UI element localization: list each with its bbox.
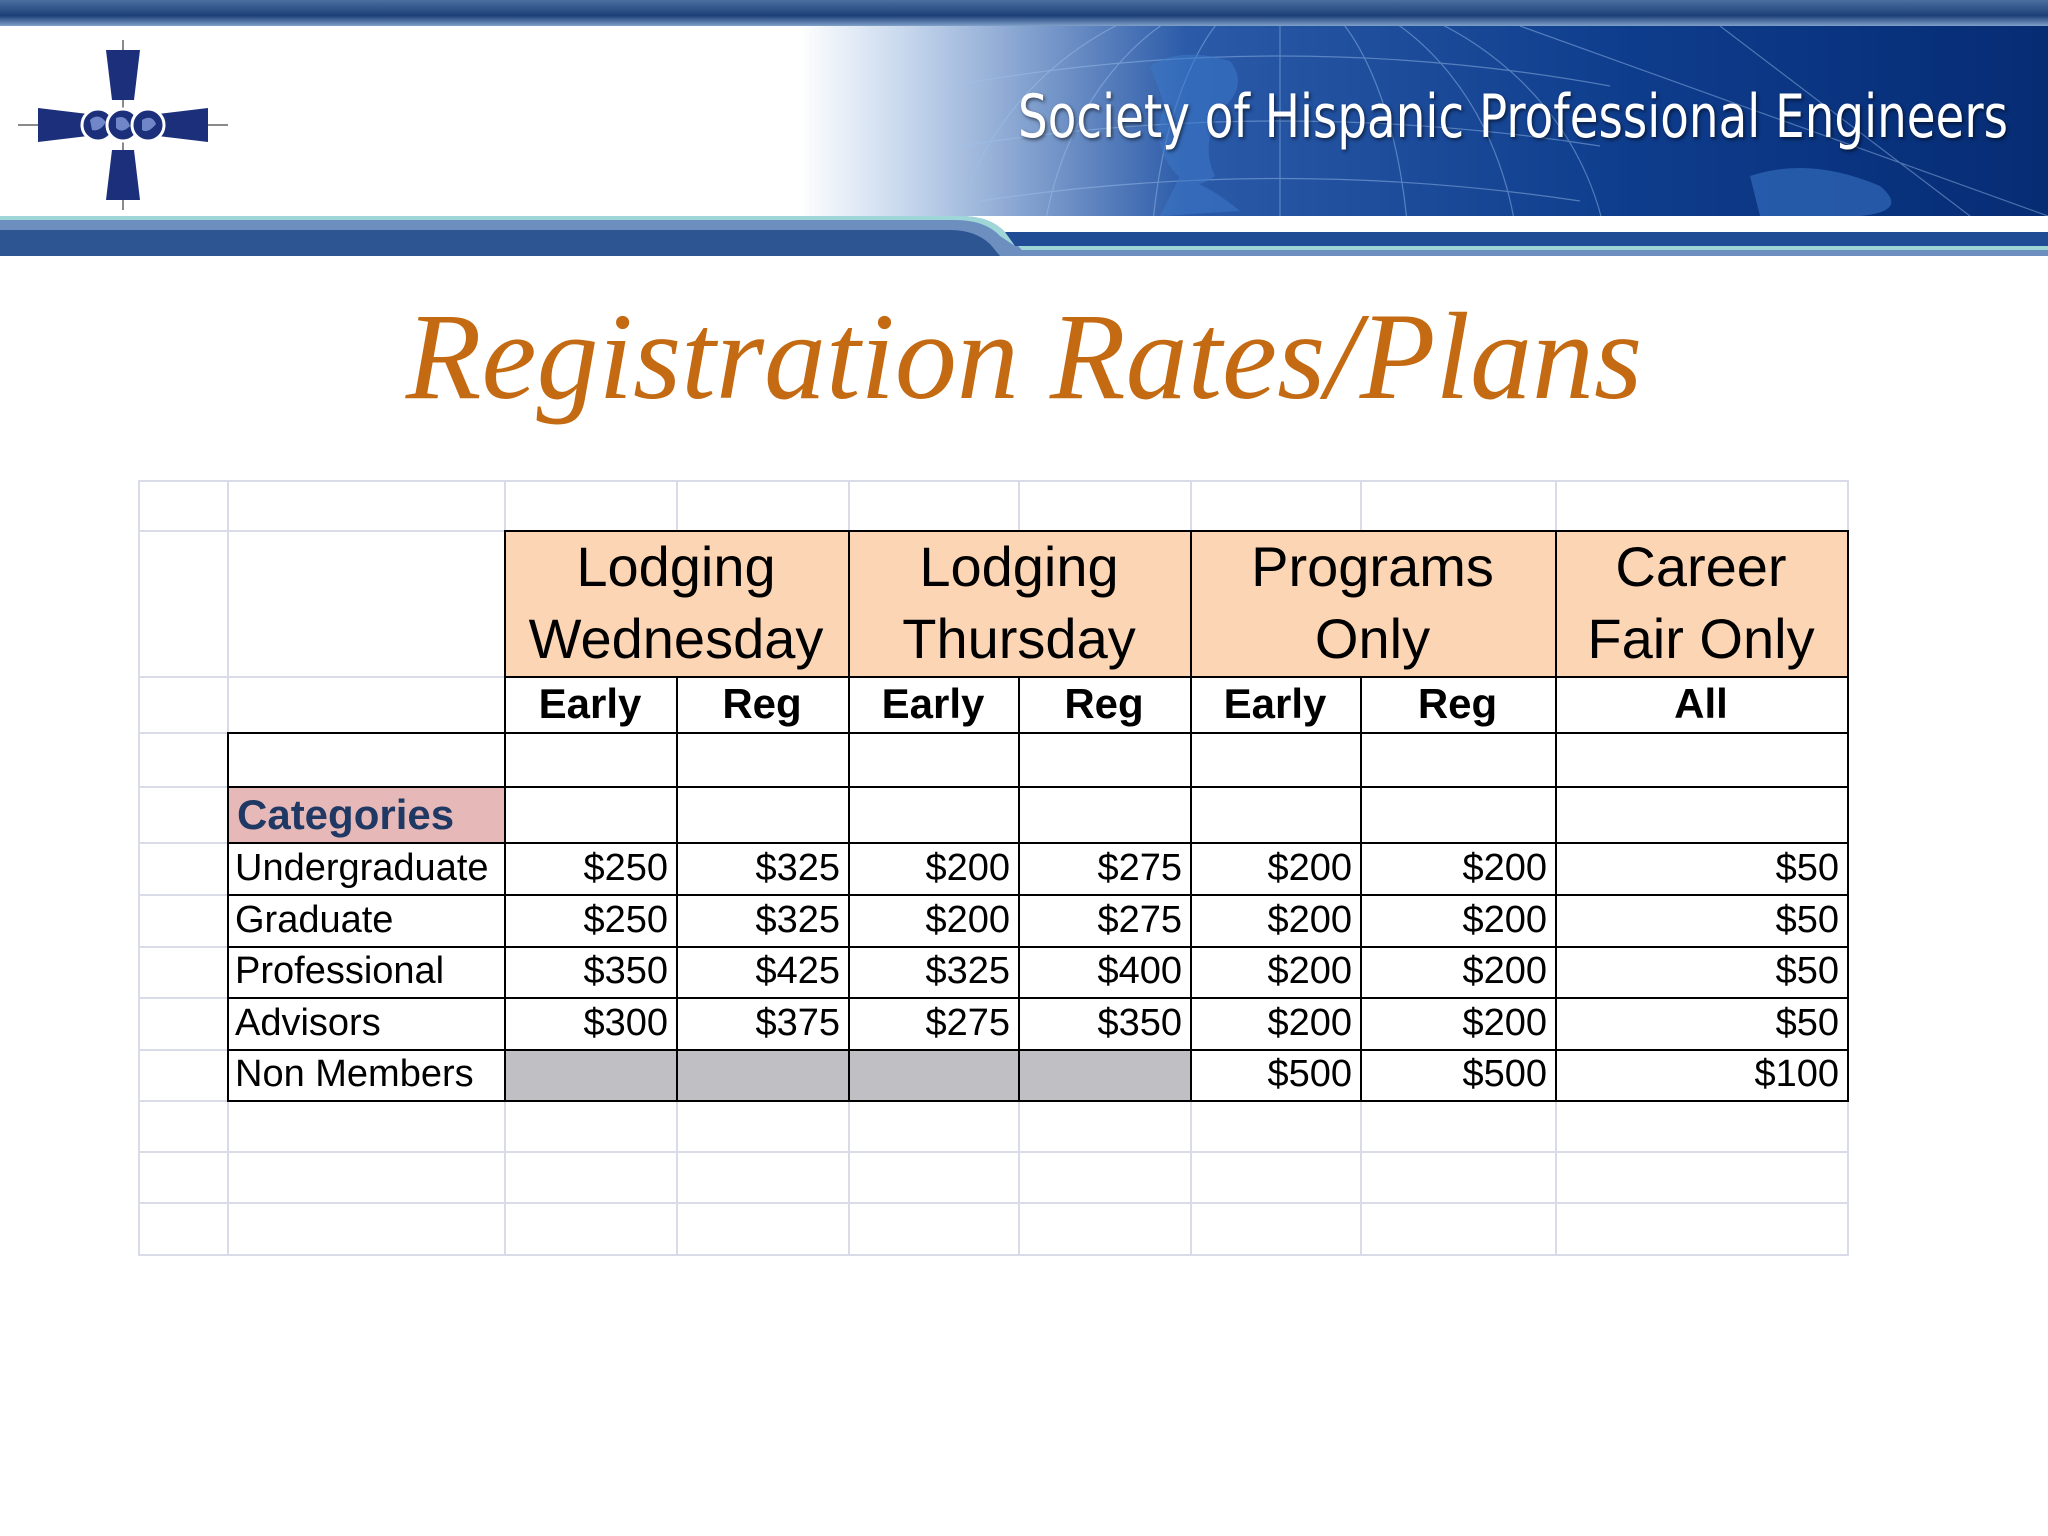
header-line: Lodging [576,535,776,598]
rate-value: $325 [925,950,1010,992]
table-border [1555,530,1557,1102]
disabled-cell [848,1049,1018,1100]
rate-value: $200 [1462,950,1547,992]
table-border [1360,676,1362,1102]
rate-value: $250 [583,846,668,889]
header-line: Wednesday [528,607,824,670]
row-category-name: Non Members [235,1053,474,1095]
column-subheader: Early [1223,680,1327,727]
rate-value: $350 [1097,1001,1182,1044]
rate-value: $200 [1267,898,1352,941]
rate-value: $200 [925,846,1010,889]
column-subheader: Early [881,680,985,727]
row-category-name: Undergraduate [235,846,489,889]
table-border [227,1100,1849,1102]
header-line: Lodging [919,535,1119,598]
header-line: Thursday [902,607,1136,670]
column-subheader: All [1674,680,1728,727]
table-border [227,732,1849,734]
table-border [504,676,1849,678]
rate-value: $400 [1097,950,1182,992]
rate-value: $200 [1462,898,1547,941]
column-subheader: Reg [1417,680,1498,727]
rate-value: $200 [1267,1001,1352,1044]
gridline [138,480,1849,482]
table-border [848,530,850,1102]
table-border [227,786,1849,788]
categories-label: Categories [229,788,504,842]
table-border [227,997,1849,999]
row-category-name: Professional [235,950,445,992]
rate-value: $325 [755,898,840,941]
rate-value: $500 [1267,1053,1352,1095]
column-group-header [848,530,1190,676]
rate-value: $50 [1775,898,1839,941]
gridline [138,480,140,1256]
row-category-name: Advisors [235,1001,381,1044]
table-border [227,842,1849,844]
rate-value: $425 [755,950,840,992]
column-group-header [1555,530,1847,676]
rate-value: $350 [583,950,668,992]
table-border [227,894,1849,896]
table-border [504,530,506,1102]
header-line: Fair Only [1587,607,1815,670]
table-border [676,676,678,1102]
rate-value: $325 [755,846,840,889]
rate-value: $50 [1775,1001,1839,1044]
header-line: Career [1615,535,1787,598]
rate-value: $200 [925,898,1010,941]
table-border [1190,530,1192,1102]
table-border [504,530,1849,532]
column-subheader: Early [538,680,642,727]
rate-value: $50 [1775,950,1839,992]
rate-value: $275 [1097,898,1182,941]
rate-value: $275 [925,1001,1010,1044]
rate-value: $275 [1097,846,1182,889]
gridline [138,1151,1849,1153]
gridline [138,1202,1849,1204]
rate-value: $200 [1462,1001,1547,1044]
rate-value: $100 [1754,1053,1839,1095]
disabled-cell [1018,1049,1190,1100]
table-border [227,946,1849,948]
header-line: Programs [1251,535,1494,598]
header-line: Only [1314,607,1431,670]
table-border [227,1049,1849,1051]
column-group-header [1190,530,1555,676]
rate-value: $500 [1462,1053,1547,1095]
rate-value: $200 [1267,950,1352,992]
column-group-header [504,530,848,676]
rate-value: $300 [583,1001,668,1044]
disabled-cell [676,1049,848,1100]
rate-value: $375 [755,1001,840,1044]
row-category-name: Graduate [235,898,394,941]
page-title: Registration Rates/Plans [405,288,1643,425]
column-subheader: Reg [1064,680,1144,727]
rate-value: $200 [1267,846,1352,889]
column-subheader: Reg [722,680,802,727]
rate-value: $200 [1462,846,1547,889]
table-border [1018,676,1020,1102]
rate-value: $50 [1775,846,1839,889]
rate-value: $250 [583,898,668,941]
gridline [138,1254,1849,1256]
table-border [1847,530,1849,1102]
disabled-cell [504,1049,676,1100]
organization-name: Society of Hispanic Professional Engineers [1018,82,2008,152]
